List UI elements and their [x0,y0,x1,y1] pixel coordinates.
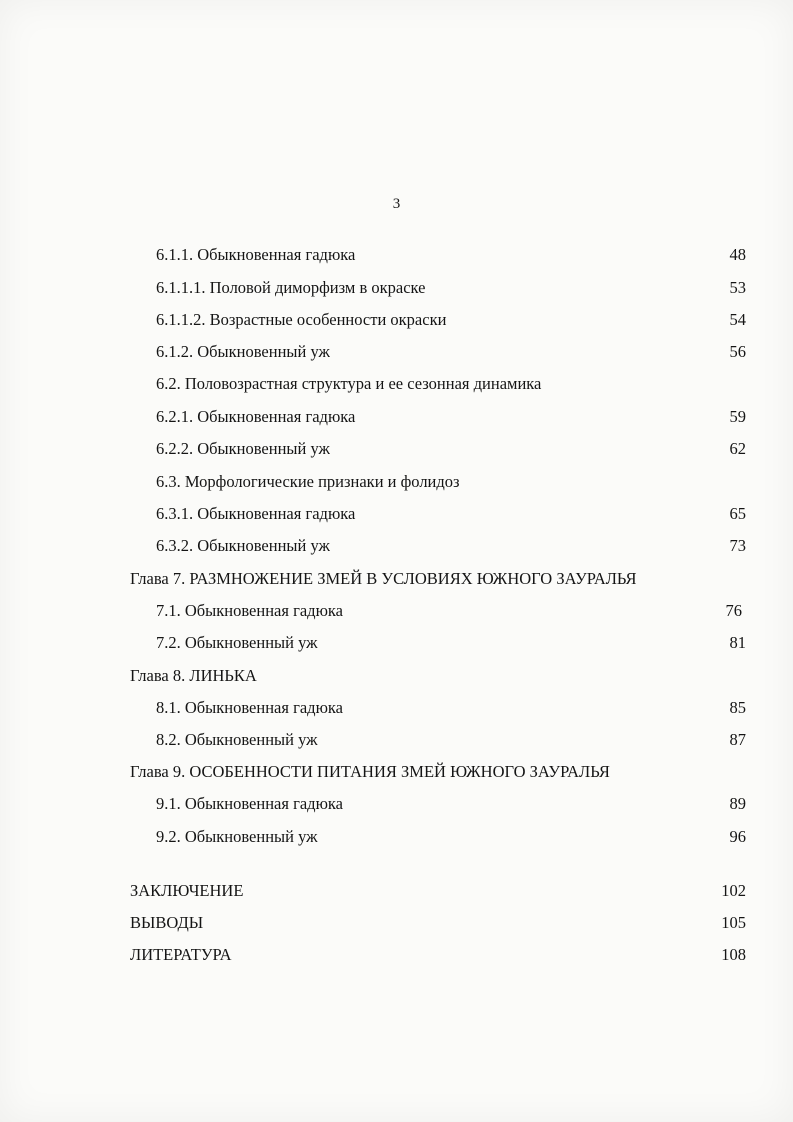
toc-entry-page: 89 [729,794,746,813]
toc-leader-dots [390,506,712,526]
toc-entry-title: 6.2. Половозрастная структура и ее сезонная динамика [156,374,542,393]
toc-entry-title: Глава 8. ЛИНЬКА [130,666,257,685]
toc-chapter-heading [130,569,637,589]
toc-leader-dots [374,603,710,623]
toc-entry [156,504,355,524]
toc-entry [156,698,343,718]
toc-entry-title: 9.2. Обыкновенный уж [156,827,318,846]
toc-entry-page: 81 [729,633,746,652]
page-number: 3 [392,196,401,212]
toc-leader-dots [394,247,712,267]
toc-entry-title: 6.1.1.1. Половой диморфизм в окраске [156,278,426,297]
toc-entry [156,601,343,621]
toc-leader-dots [362,538,712,558]
toc-entry-page: 56 [729,342,746,361]
toc-leader-dots [256,947,706,967]
toc-entry-title: Глава 7. РАЗМНОЖЕНИЕ ЗМЕЙ В УСЛОВИЯХ ЮЖНОГО ЗАУРАЛЬЯ [130,569,637,588]
toc-entry-title: 8.1. Обыкновенная гадюка [156,698,343,717]
toc-entry-title: 6.1.1.2. Возрастные особенности окраски [156,310,447,329]
toc-entry-page: 76 [725,601,742,620]
toc-entry-title: 6.1.1. Обыкновенная гадюка [156,245,356,264]
toc-entry [156,245,355,265]
toc-entry-title: 9.1. Обыкновенная гадюка [156,794,343,813]
toc-leader-dots [372,796,712,816]
toc-entry-title: ВЫВОДЫ [130,913,204,932]
toc-entry-title: 8.2. Обыкновенный уж [156,730,318,749]
toc-entry-page: 87 [729,730,746,749]
toc-entry-title: 6.3.2. Обыкновенный уж [156,536,330,555]
toc-leader-dots [471,280,712,300]
toc-chapter-heading [130,762,610,782]
toc-entry-page: 73 [729,536,746,555]
toc-entry-page: 59 [729,407,746,426]
toc-entry-title: 6.2.2. Обыкновенный уж [156,439,330,458]
toc-chapter-heading [130,666,257,686]
toc-entry [156,827,318,847]
toc-entry-page: 96 [729,827,746,846]
toc-entry [130,881,243,901]
toc-entry [156,730,318,750]
toc-entry-title: 6.3. Морфологические признаки и фолидоз [156,472,460,491]
toc-entry [156,633,318,653]
toc-entry [130,945,232,965]
toc-leader-dots [362,441,712,461]
toc-entry [130,913,203,933]
toc-entry [156,536,330,556]
toc-entry-title: 7.1. Обыкновенная гадюка [156,601,343,620]
toc-leader-dots [346,635,712,655]
toc-entry-page: 54 [729,310,746,329]
toc-entry-title: 7.2. Обыкновенный уж [156,633,318,652]
toc-entry-title: 6.3.1. Обыкновенная гадюка [156,504,356,523]
toc-entry-page: 53 [729,278,746,297]
toc-leader-dots [346,829,712,849]
toc-entry-title: 6.1.2. Обыкновенный уж [156,342,330,361]
toc-section-heading [156,374,541,394]
toc-entry-page: 85 [729,698,746,717]
toc-entry [156,794,343,814]
toc-leader-dots [346,732,712,752]
toc-entry-page: 65 [729,504,746,523]
toc-entry-page: 108 [721,945,746,964]
toc-leader-dots [394,409,712,429]
toc-leader-dots [224,915,706,935]
toc-entry-page: 102 [721,881,746,900]
toc-entry-page: 105 [721,913,746,932]
toc-leader-dots [500,312,712,332]
toc-leader-dots [384,700,712,720]
toc-leader-dots [362,344,712,364]
toc-entry [156,439,330,459]
toc-entry [156,342,330,362]
toc-entry-page: 48 [729,245,746,264]
toc-entry-title: ЛИТЕРАТУРА [130,945,232,964]
toc-entry-title: Глава 9. ОСОБЕННОСТИ ПИТАНИЯ ЗМЕЙ ЮЖНОГО ЗАУРАЛЬЯ [130,762,610,781]
toc-entry [156,310,446,330]
toc-entry-title: 6.2.1. Обыкновенная гадюка [156,407,356,426]
toc-entry-title: ЗАКЛЮЧЕНИЕ [130,881,244,900]
toc-entry [156,278,426,298]
toc-leader-dots [280,883,706,903]
toc-entry-page: 62 [729,439,746,458]
toc-entry [156,407,355,427]
toc-section-heading [156,472,460,492]
